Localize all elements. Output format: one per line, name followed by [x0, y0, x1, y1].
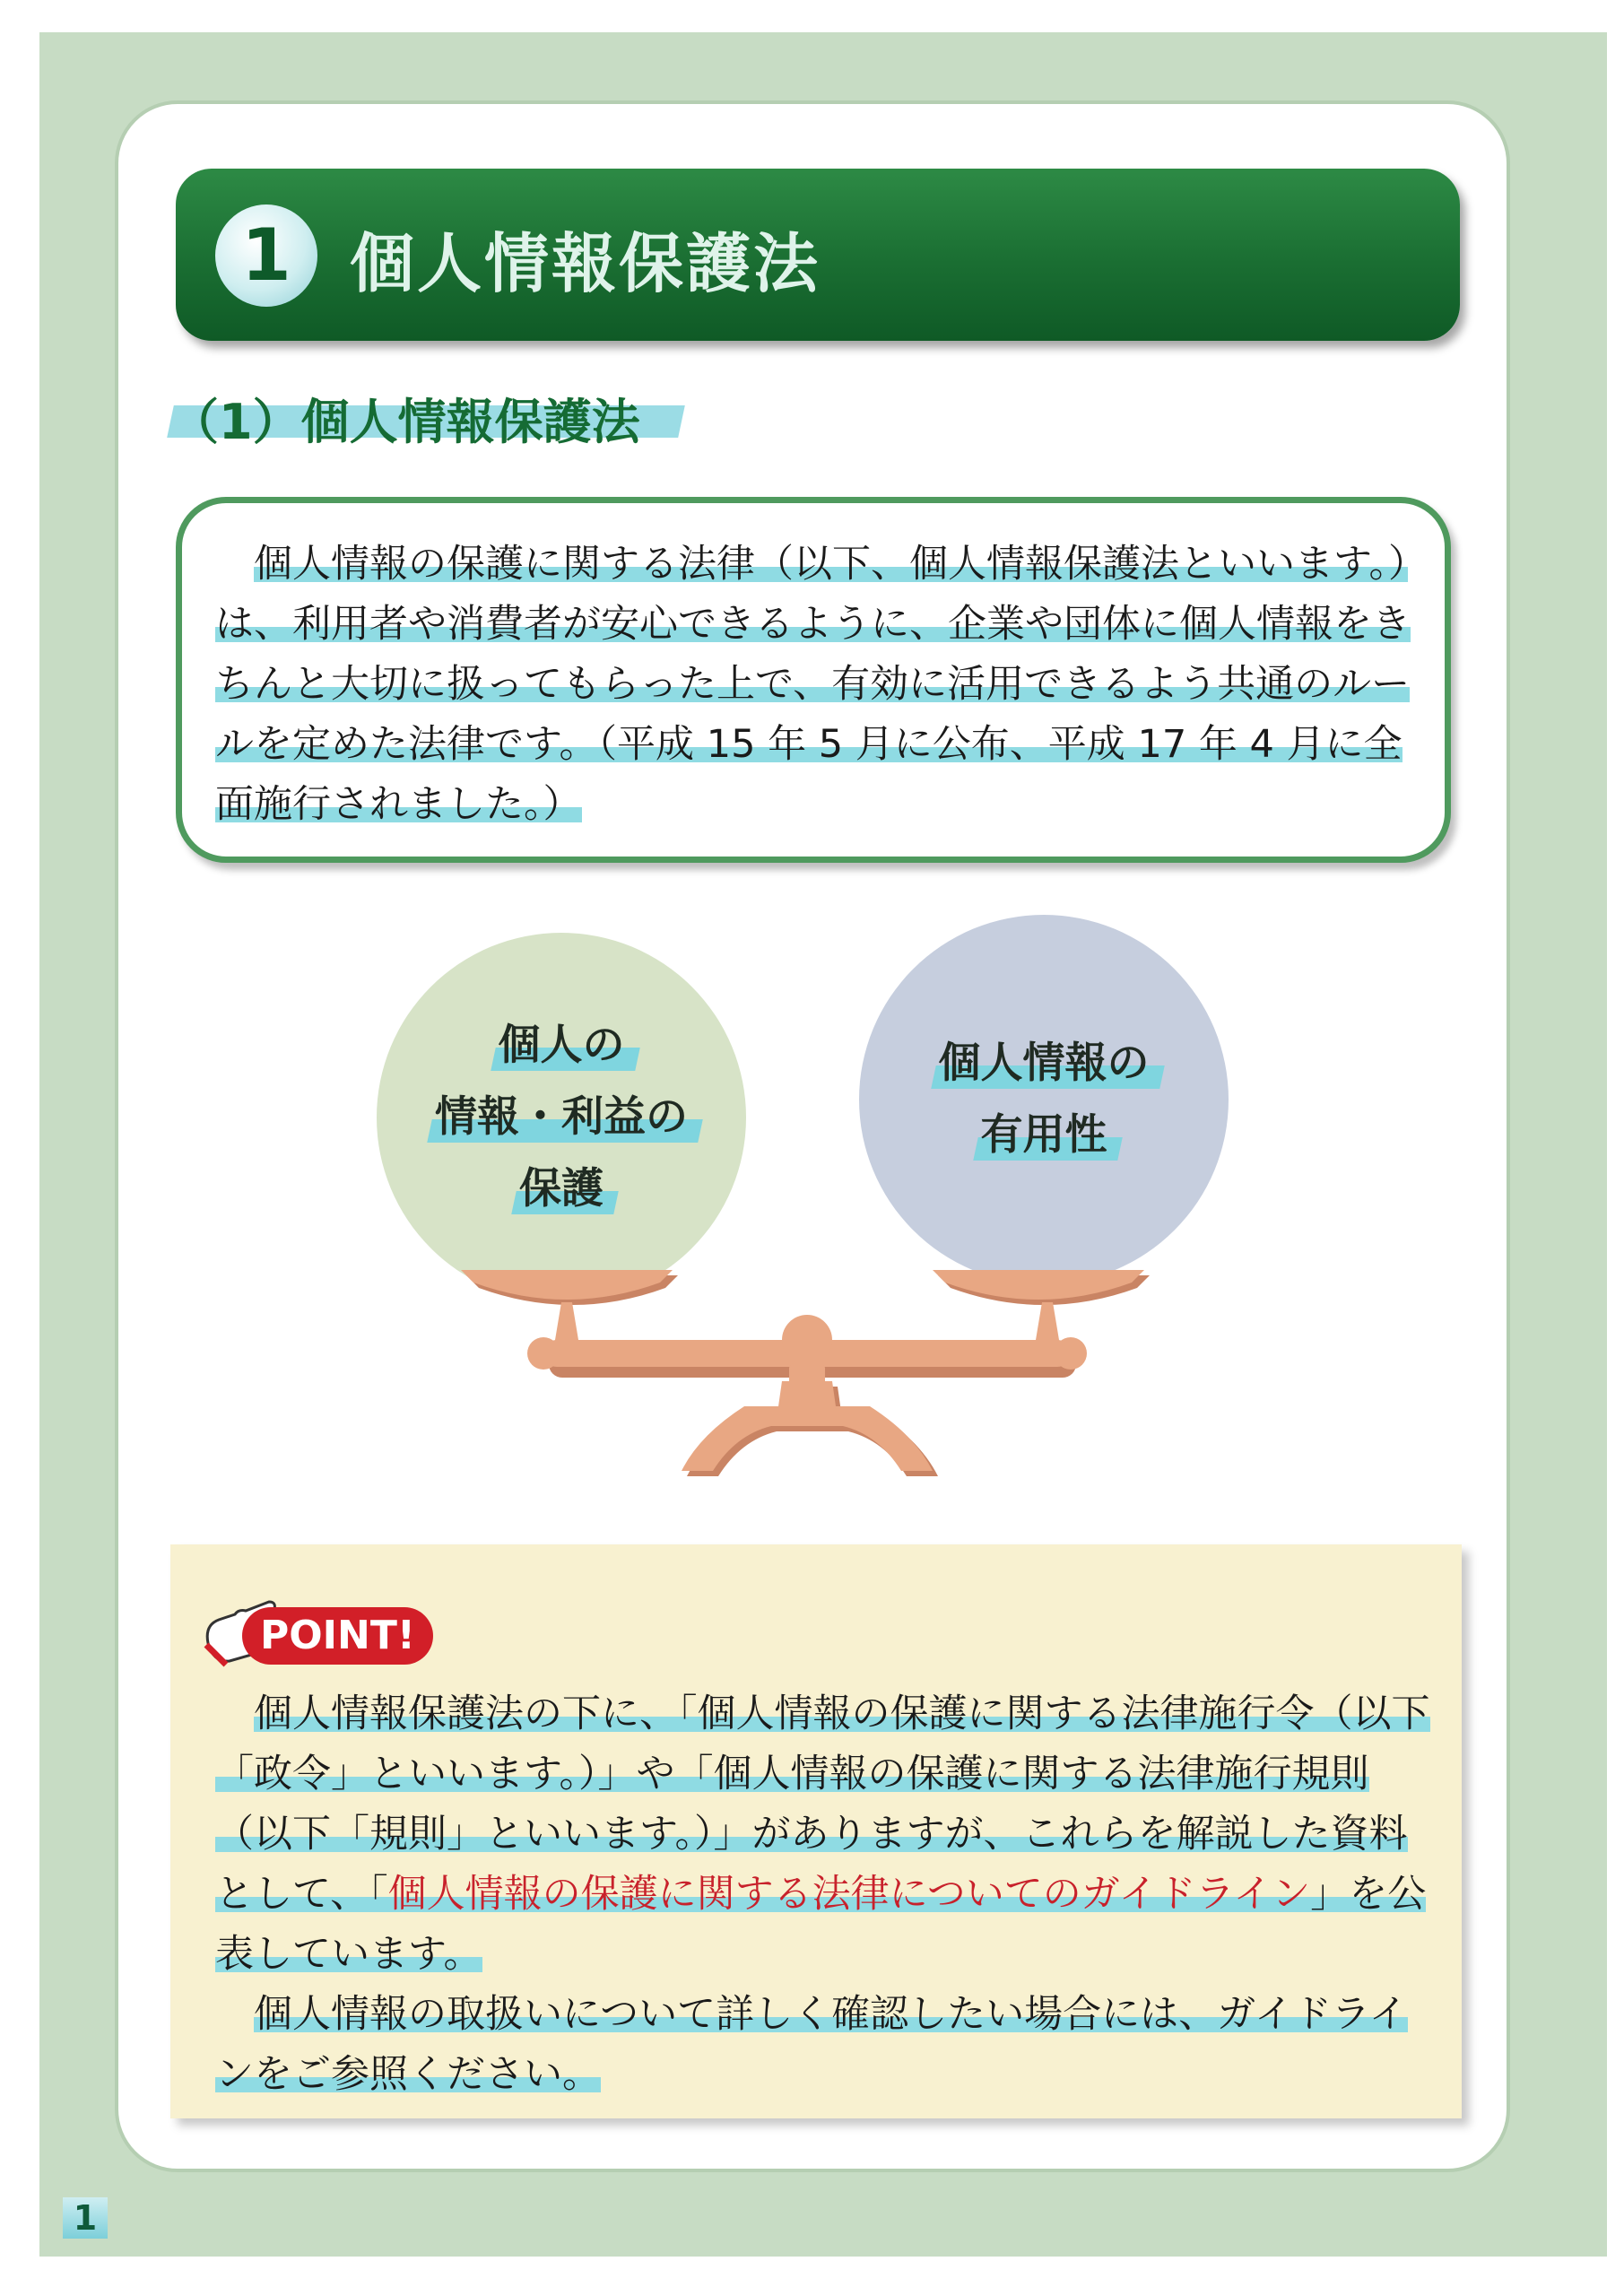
- point-para2: 個人情報の取扱いについて詳しく確認したい場合には、ガイドラインをご参照ください。: [215, 1992, 1408, 2097]
- point-paragraph-1: [215, 1684, 1435, 1985]
- point-para1-end: 」を公表しています。: [215, 1872, 1427, 1977]
- circle-right-line-2: 有用性: [981, 1100, 1107, 1171]
- point-para1-start: 個人情報保護法の下に、「個人情報の保護に関する法律施行令（以下「政令」といいます。）」や「個人情報の保護に関する法律施行規則（以下「規則」といいます。）」がありますが、これらを解説した資料として、「: [215, 1692, 1430, 1917]
- circle-left-line-3: 保護: [519, 1153, 604, 1225]
- balance-scale-icon: [448, 1247, 1166, 1507]
- usefulness-circle: [859, 915, 1229, 1284]
- chapter-title: 個人情報保護法: [350, 226, 821, 301]
- circle-right-line-1: 個人情報の: [939, 1028, 1150, 1100]
- guideline-reference: 個人情報の保護に関する法律についてのガイドライン: [387, 1872, 1311, 1917]
- point-text: [215, 1684, 1435, 2105]
- point-paragraph-2: [215, 1985, 1435, 2105]
- circle-left-line-2: 情報・利益の: [435, 1082, 688, 1153]
- circle-left-line-1: 個人の: [499, 1010, 625, 1082]
- intro-text: 個人情報の保護に関する法律（以下、個人情報保護法といいます。）は、利用者や消費者が安心できるように、企業や団体に個人情報をきちんと大切に扱ってもらった上で、有効に活用できるよう共通のルールを定めた法律です。（平成 15 年 5 月に公布、平成 17 年 4 月に全面施行されました。）: [215, 542, 1411, 827]
- intro-paragraph: [215, 535, 1426, 835]
- chapter-number-badge: 1: [215, 204, 317, 307]
- point-badge: POINT!: [242, 1607, 433, 1665]
- section-title: （1）個人情報保護法: [170, 394, 640, 450]
- page-number: 1: [63, 2197, 108, 2239]
